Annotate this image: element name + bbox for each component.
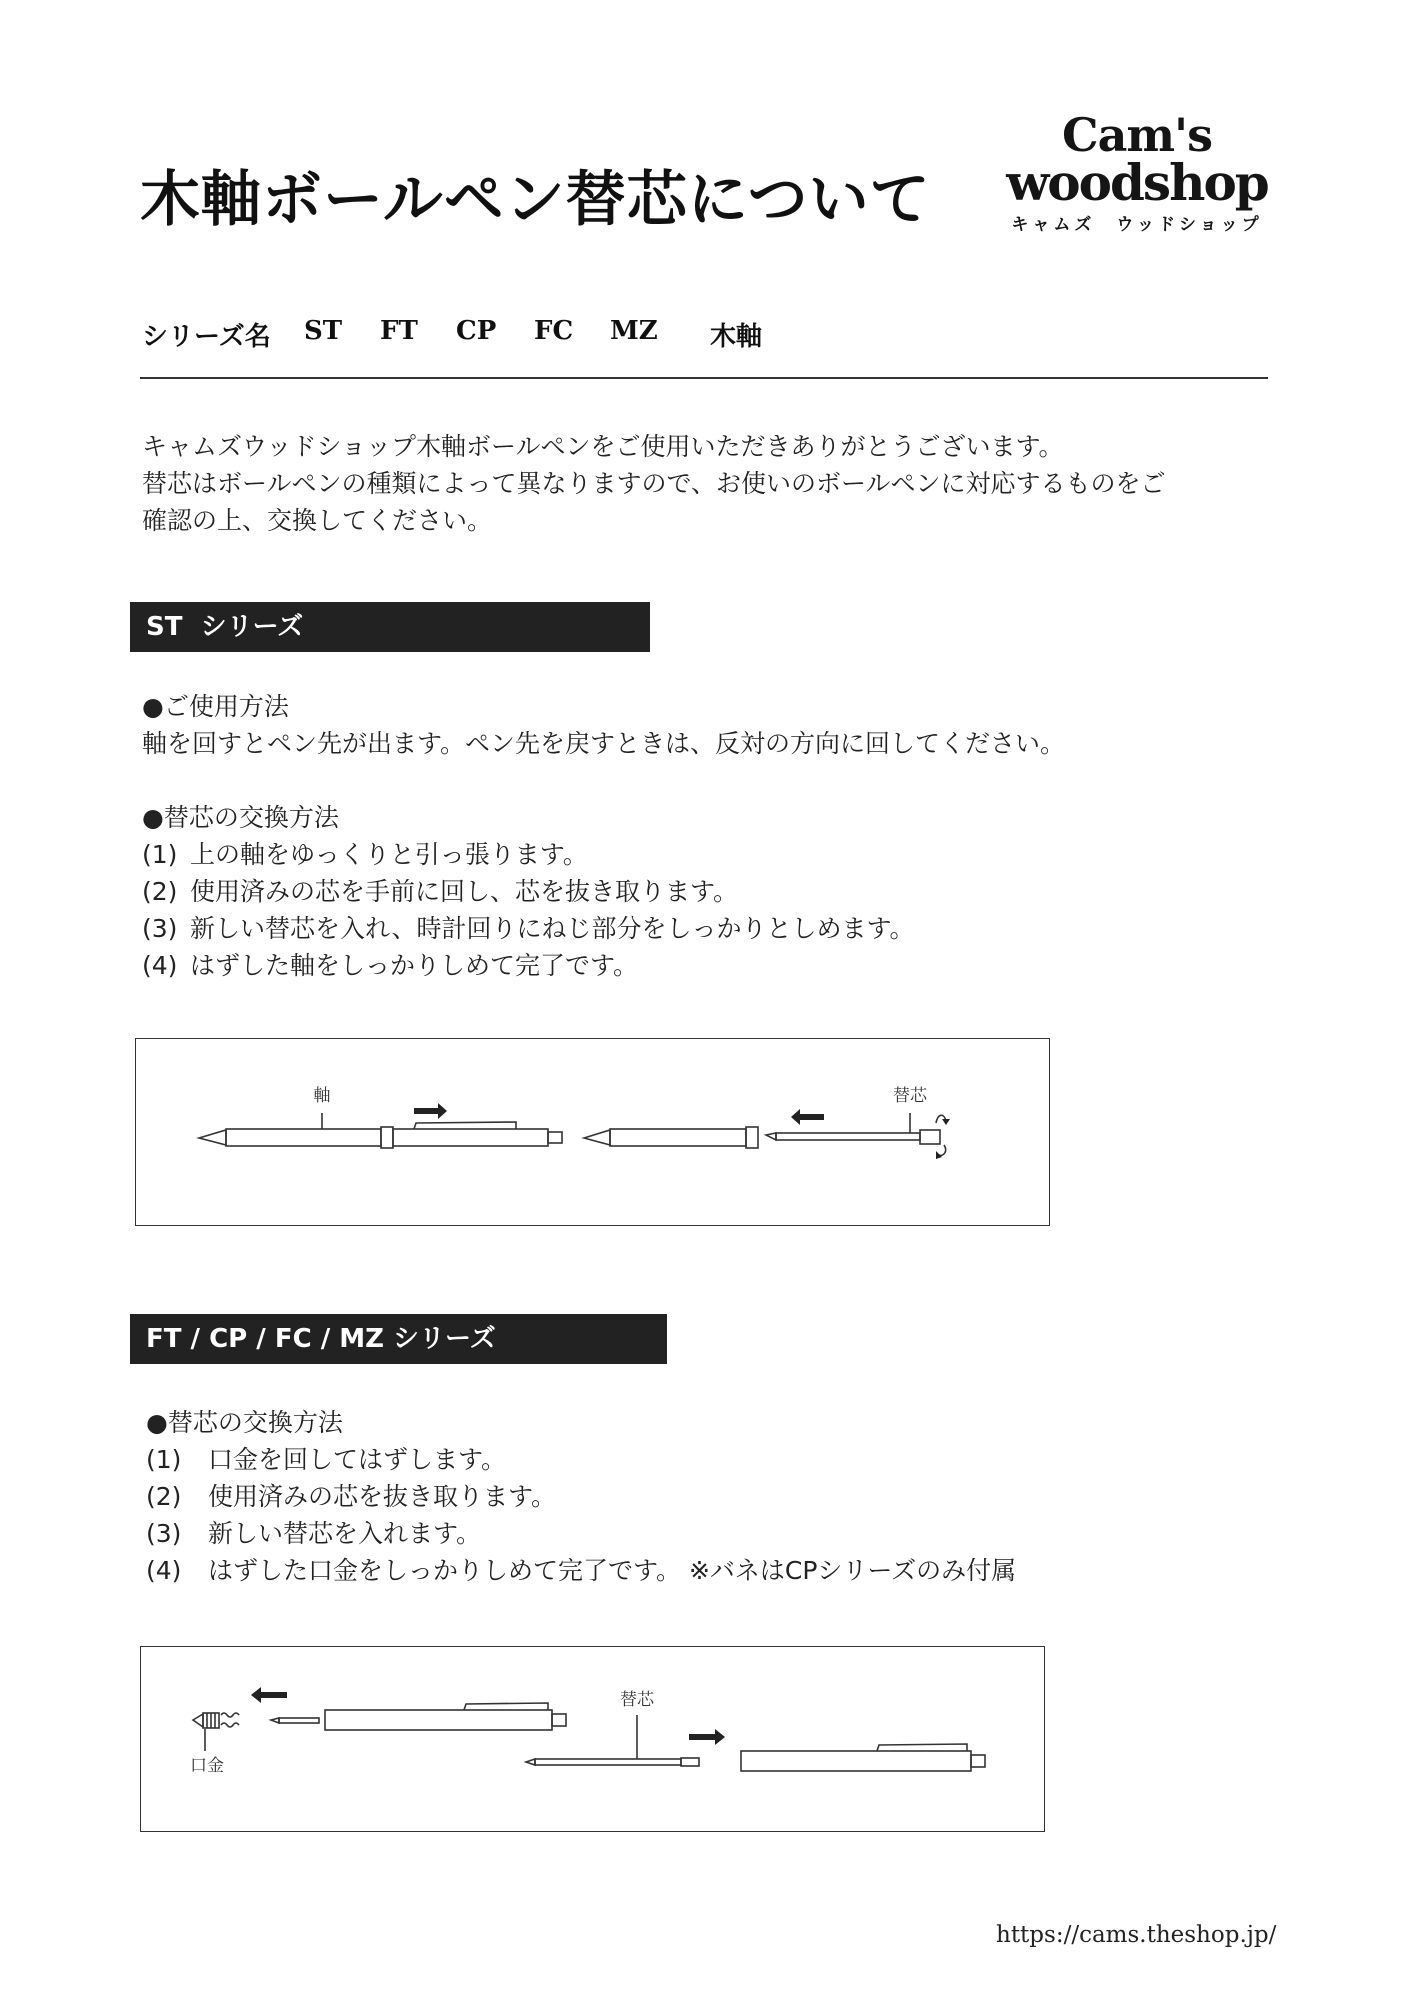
st-usage: [142, 688, 1065, 762]
label-refill: 替芯: [620, 1690, 654, 1710]
arrow-left-icon: [251, 1687, 287, 1703]
pen-clip-icon: [414, 1122, 516, 1129]
st-refill-title: ●替芯の交換方法: [142, 803, 339, 832]
logo-text-woodshop: woodshop: [1006, 153, 1268, 212]
ft-refill-steps: [146, 1441, 1016, 1589]
series-item-ft: FT: [380, 316, 418, 346]
intro-paragraph: [142, 428, 1166, 539]
ft-section-heading: FT / CP / FC / MZ シリーズ: [130, 1314, 667, 1364]
series-label: シリーズ名: [142, 322, 271, 352]
label-cap: 口金: [190, 1756, 224, 1776]
st-section-heading: ST シリーズ: [130, 602, 650, 652]
pen-clip-icon: [464, 1703, 548, 1710]
shop-url: https://cams.theshop.jp/: [996, 1922, 1277, 1948]
step-item: (3) 新しい替芯を入れます。: [146, 1519, 482, 1548]
intro-line: キャムズウッドショップ木軸ボールペンをご使用いただきありがとうございます。: [142, 432, 1064, 461]
cap-tip-icon: [193, 1714, 203, 1727]
st-refill-steps: [142, 799, 915, 984]
label-axis: 軸: [313, 1086, 331, 1106]
logo-text-cams: Cam's: [1061, 108, 1213, 162]
intro-line: 替芯はボールペンの種類によって異なりますので、お使いのボールペンに対応するものをご: [142, 469, 1166, 498]
pen-tip-icon: [199, 1130, 226, 1145]
intro-line: 確認の上、交換してください。: [142, 506, 493, 535]
series-item-cp: CP: [456, 316, 497, 346]
series-item-st: ST: [304, 316, 343, 346]
step-item: (3) 新しい替芯を入れ、時計回りにねじ部分をしっかりとしめます。: [142, 914, 915, 943]
ft-refill-title: ●替芯の交換方法: [146, 1408, 343, 1437]
page-title: 木軸ボールペン替芯について: [140, 165, 931, 235]
arrow-right-icon: [414, 1103, 447, 1119]
divider: [140, 377, 1268, 379]
ft-refill-diagram: [140, 1646, 1045, 1832]
arrow-left-icon: [791, 1109, 824, 1125]
step-item: (4) はずした軸をしっかりしめて完了です。: [142, 951, 639, 980]
spring-icon: [221, 1713, 239, 1717]
step-item: (2) 使用済みの芯を抜き取ります。: [146, 1482, 557, 1511]
logo-kana: キャムズ ウッドショップ: [1011, 215, 1263, 235]
series-item-wood: 木軸: [710, 322, 763, 352]
brand-logo: [1002, 108, 1272, 235]
st-refill-diagram: [135, 1038, 1050, 1226]
step-item: (2) 使用済みの芯を手前に回し、芯を抜き取ります。: [142, 877, 739, 906]
arrow-right-icon: [689, 1729, 725, 1745]
label-refill: 替芯: [893, 1086, 927, 1106]
step-item: (4) はずした口金をしっかりしめて完了です。 ※バネはCPシリーズのみ付属: [146, 1556, 1017, 1585]
st-usage-title: ●ご使用方法: [142, 692, 289, 721]
st-usage-text: 軸を回すとペン先が出ます。ペン先を戻すときは、反対の方向に回してください。: [142, 729, 1066, 758]
series-item-mz: MZ: [610, 316, 658, 346]
step-item: (1) 口金を回してはずします。: [146, 1445, 507, 1474]
series-item-fc: FC: [534, 316, 574, 346]
step-item: (1) 上の軸をゆっくりと引っ張ります。: [142, 840, 588, 869]
